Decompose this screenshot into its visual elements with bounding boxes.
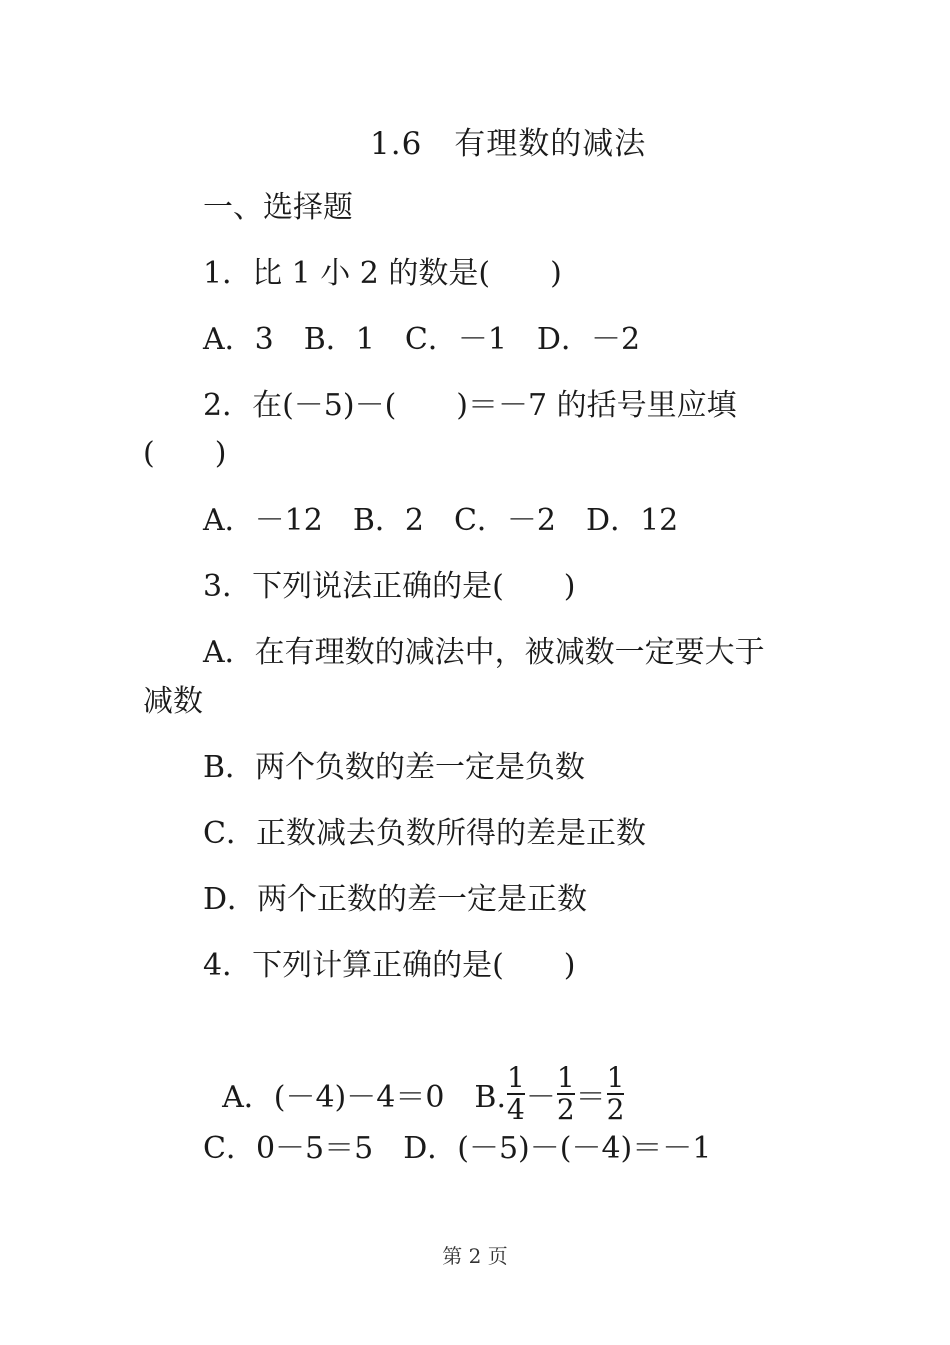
equals-sign: ＝ — [575, 1080, 606, 1115]
minus-sign: － — [525, 1080, 556, 1115]
question-3-stem: 3．下列说法正确的是( ) — [203, 569, 576, 604]
fraction-denominator: 2 — [556, 1093, 575, 1126]
question-1-options: A．3 B．1 C．－1 D．－2 — [203, 322, 641, 357]
section-heading: 一、选择题 — [203, 190, 353, 225]
fraction-1-2-a — [557, 1063, 575, 1125]
fraction-1-2-b — [607, 1063, 625, 1125]
page-footer: 第 2 页 — [442, 1244, 508, 1268]
question-4-options-cd: C．0－5＝5 D．(－5)－(－4)＝－1 — [203, 1131, 712, 1166]
question-3-option-c: C．正数减去负数所得的差是正数 — [203, 816, 646, 851]
question-1-stem: 1．比 1 小 2 的数是( ) — [203, 256, 562, 291]
question-2-stem-line2: ( ) — [143, 436, 227, 471]
fraction-numerator: 1 — [507, 1061, 525, 1094]
question-3-option-a-line1: A．在有理数的减法中，被减数一定要大于 — [203, 635, 765, 670]
question-4-options-ab — [203, 1028, 625, 1125]
question-3-option-b: B．两个负数的差一定是负数 — [203, 750, 586, 785]
question-2-stem-line1: 2．在(－5)－( )＝－7 的括号里应填 — [203, 388, 737, 423]
fraction-1-4 — [507, 1063, 525, 1125]
fraction-denominator: 4 — [507, 1093, 525, 1126]
question-3-option-a-line2: 减数 — [143, 684, 203, 719]
question-3-option-d: D．两个正数的差一定是正数 — [203, 882, 588, 917]
question-2-options: A．－12 B．2 C．－2 D．12 — [203, 503, 679, 538]
fraction-numerator: 1 — [606, 1061, 625, 1094]
page-title: 1.6 有理数的减法 — [370, 126, 647, 162]
fraction-denominator: 2 — [606, 1093, 625, 1126]
question-4-option-a: A．(－4)－4＝0 B. — [222, 1080, 506, 1115]
fraction-numerator: 1 — [556, 1061, 575, 1094]
question-4-stem: 4．下列计算正确的是( ) — [203, 948, 576, 983]
